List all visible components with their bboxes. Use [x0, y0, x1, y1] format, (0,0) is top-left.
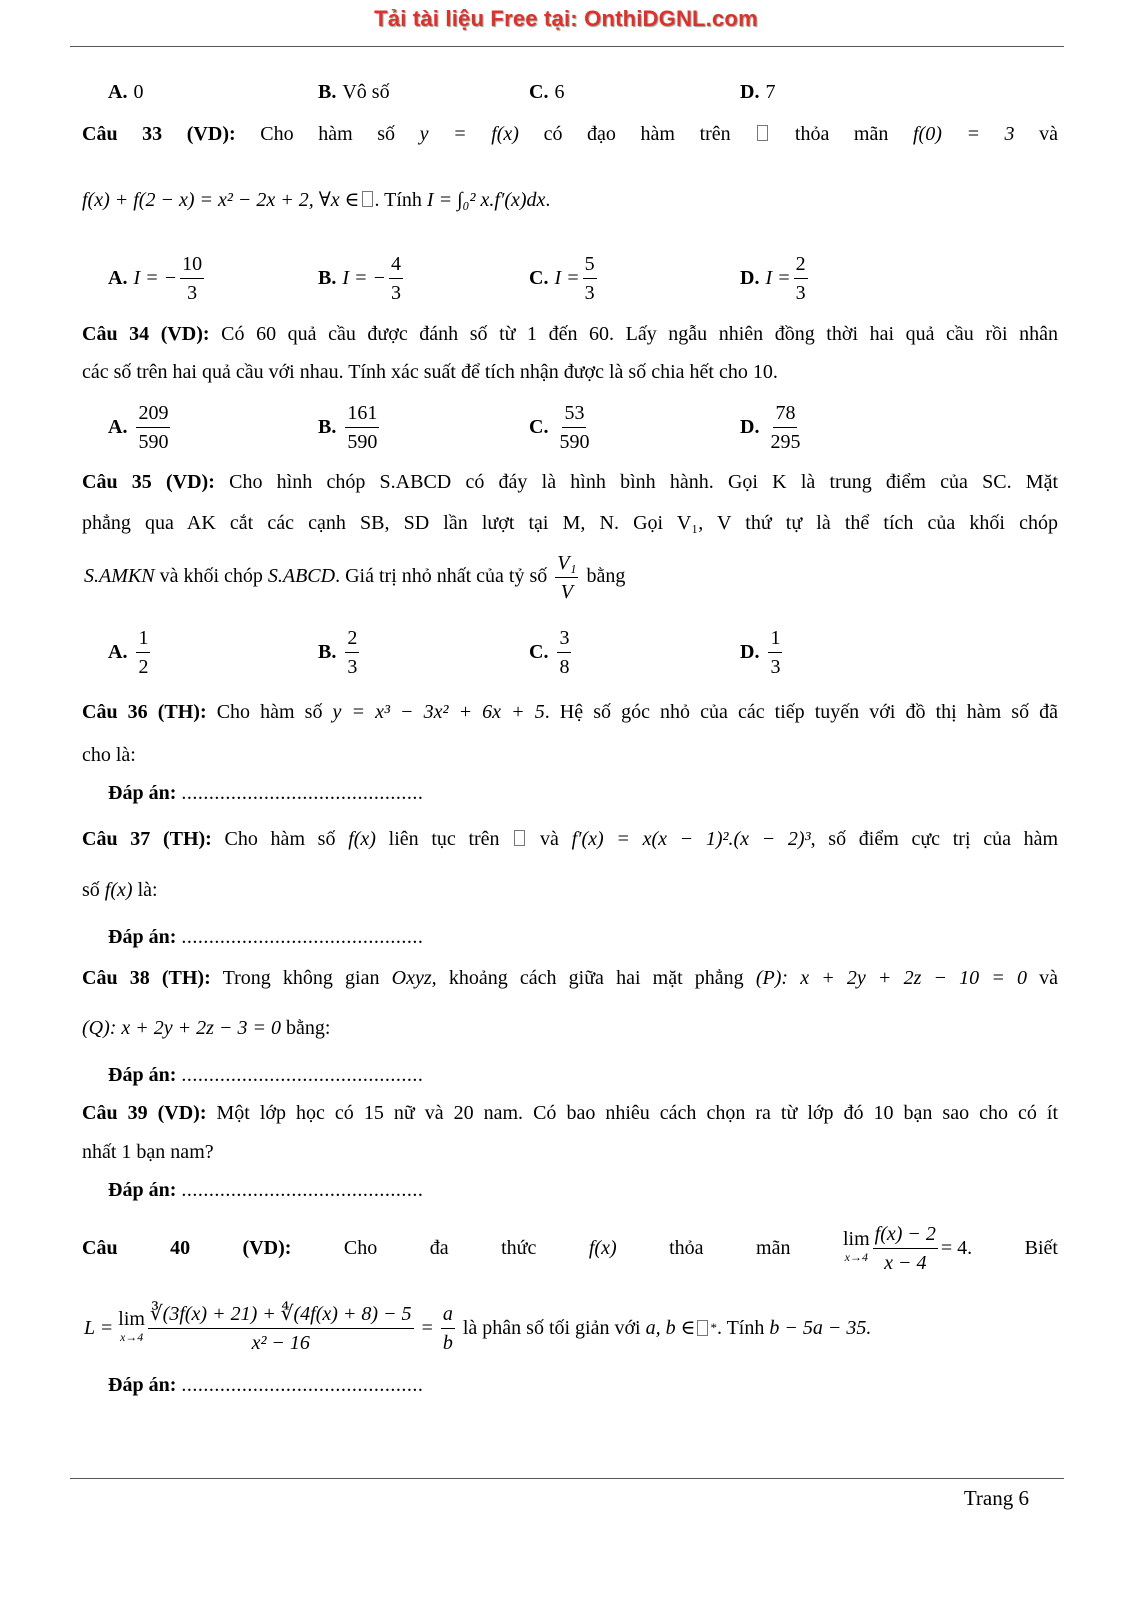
q35-line1: Câu 35 (VD): Cho hình chóp S.ABCD có đáy là hình bình hành. Gọi K là trung điểm của SC. Mặt: [82, 471, 1058, 493]
q38-line2: (Q): x + 2y + 2z − 3 = 0 bằng:: [82, 1017, 331, 1039]
q33-option-d: D. I = $\frac{2}{3}$: [740, 252, 806, 304]
q33-line1: Câu 33 (VD): Cho hàm số y = f(x) có đạo hàm trên thỏa mãn f(0) = 3 và: [82, 123, 1059, 145]
q40-answer: Đáp án: ............................................: [108, 1374, 424, 1396]
q38-answer: Đáp án: ............................................: [108, 1064, 424, 1086]
q36-line1: Câu 36 (TH): Cho hàm số y = x³ − 3x² + 6x + 5. Hệ số góc nhỏ của các tiếp tuyến với đồ thị hàm số đã: [82, 701, 1059, 723]
header-divider: [70, 46, 1064, 47]
q35-line2: phẳng qua AK cắt các cạnh SB, SD lần lượt tại M, N. Gọi V₁, V thứ tự là thể tích của khối chóp: [82, 512, 1058, 534]
real-set-glyph: [514, 830, 525, 846]
q39-line2: nhất 1 bạn nam?: [82, 1141, 214, 1163]
q34-option-b: B. $\frac{161}{590}$: [318, 401, 378, 453]
q34-option-d: D. $\frac{78}{295}$: [740, 401, 801, 453]
q37-line1: Câu 37 (TH): Cho hàm số f(x) liên tục trên và f′(x) = x(x − 1)².(x − 2)³, số điểm cực trị của hàm: [82, 828, 1059, 850]
q36-answer: Đáp án: ............................................: [108, 782, 424, 804]
q40-line2: L = lim x→4 $\frac{∛(3f(x) + 21) + ∜(4f(x) + 8) - 5}{\text{x² − 16}}$ = $\frac{a}{b}$ là phân số tối giản với a, b ∈ * . Tính b − 5a − 35.: [84, 1302, 872, 1354]
q34-option-a: A. $\frac{209}{590}$: [108, 401, 169, 453]
q32-option-a: A. 0: [108, 80, 144, 103]
q40-L-fraction: $\frac{∛(3f(x) + 21) + ∜(4f(x) + 8) - 5}{\text{x² − 16}}$: [149, 1302, 412, 1354]
q37-answer: Đáp án: ............................................: [108, 926, 424, 948]
q33-options: [108, 248, 1008, 308]
q33-option-a: A. I = − $\frac{10}{3}$: [108, 252, 203, 304]
page-number: Trang 6: [963, 1486, 1029, 1510]
q33-line2: f(x) + f(2 − x) = x² − 2x + 2, ∀x ∈ . Tính I = ∫₀² x.f′(x)dx.: [82, 189, 551, 211]
header-banner: Tải tài liệu Free tại: OnthiDGNL.com: [374, 6, 758, 31]
q40-limit-condition: lim x→4 $\frac{f(x) - 2}{x - 4}$ = 4.: [842, 1222, 973, 1274]
q34-options: [108, 397, 1008, 457]
q35-line3: S.AMKN và khối chóp S.ABCD. Giá trị nhỏ nhất của tỷ số $\frac{\text{V₁}}{V}$ bằng: [84, 552, 626, 603]
real-set-glyph: [757, 125, 768, 141]
q35-option-b: B. $\frac{2}{3}$: [318, 626, 358, 678]
footer-divider: [70, 1478, 1064, 1479]
q35-ratio: $\frac{\text{V₁}}{V}$: [557, 552, 577, 603]
q33-option-b: B. I = − $\frac{4}{3}$: [318, 252, 401, 304]
q40-line1: Câu 40 (VD): Cho đa thức f(x) thỏa mãn lim x→4 $\frac{f(x) - 2}{x - 4}$ = 4. Biết: [82, 1222, 1058, 1274]
q37-line2: số f(x) là:: [82, 879, 158, 901]
q39-answer: Đáp án: ............................................: [108, 1179, 424, 1201]
q36-line2: cho là:: [82, 744, 136, 766]
q33-option-c: C. I = $\frac{5}{3}$: [529, 252, 595, 304]
q32-option-d: D. 7: [740, 80, 776, 103]
q35-options: [108, 622, 1008, 682]
real-set-glyph: [362, 191, 373, 207]
q39-line1: Câu 39 (VD): Một lớp học có 15 nữ và 20 nam. Có bao nhiêu cách chọn ra từ lớp đó 10 bạn sao cho có ít: [82, 1102, 1059, 1124]
natural-set-glyph: [697, 1320, 708, 1336]
q34-line2: các số trên hai quả cầu với nhau. Tính xác suất để tích nhận được là số chia hết cho 10.: [82, 361, 778, 383]
q35-option-a: A. $\frac{1}{2}$: [108, 626, 149, 678]
q32-option-b: B. Vô số: [318, 80, 390, 103]
q34-option-c: C. $\frac{53}{590}$: [529, 401, 590, 453]
q35-option-c: C. $\frac{3}{8}$: [529, 626, 570, 678]
q35-option-d: D. $\frac{1}{3}$: [740, 626, 781, 678]
q32-options: [108, 62, 1008, 122]
q34-line1: Câu 34 (VD): Có 60 quả cầu được đánh số từ 1 đến 60. Lấy ngẫu nhiên đồng thời hai quả cầu rồi nhân: [82, 323, 1059, 345]
q38-line1: Câu 38 (TH): Trong không gian Oxyz, khoảng cách giữa hai mặt phẳng (P): x + 2y + 2z − 10 = 0 và: [82, 967, 1059, 989]
q32-option-c: C. 6: [529, 80, 565, 103]
